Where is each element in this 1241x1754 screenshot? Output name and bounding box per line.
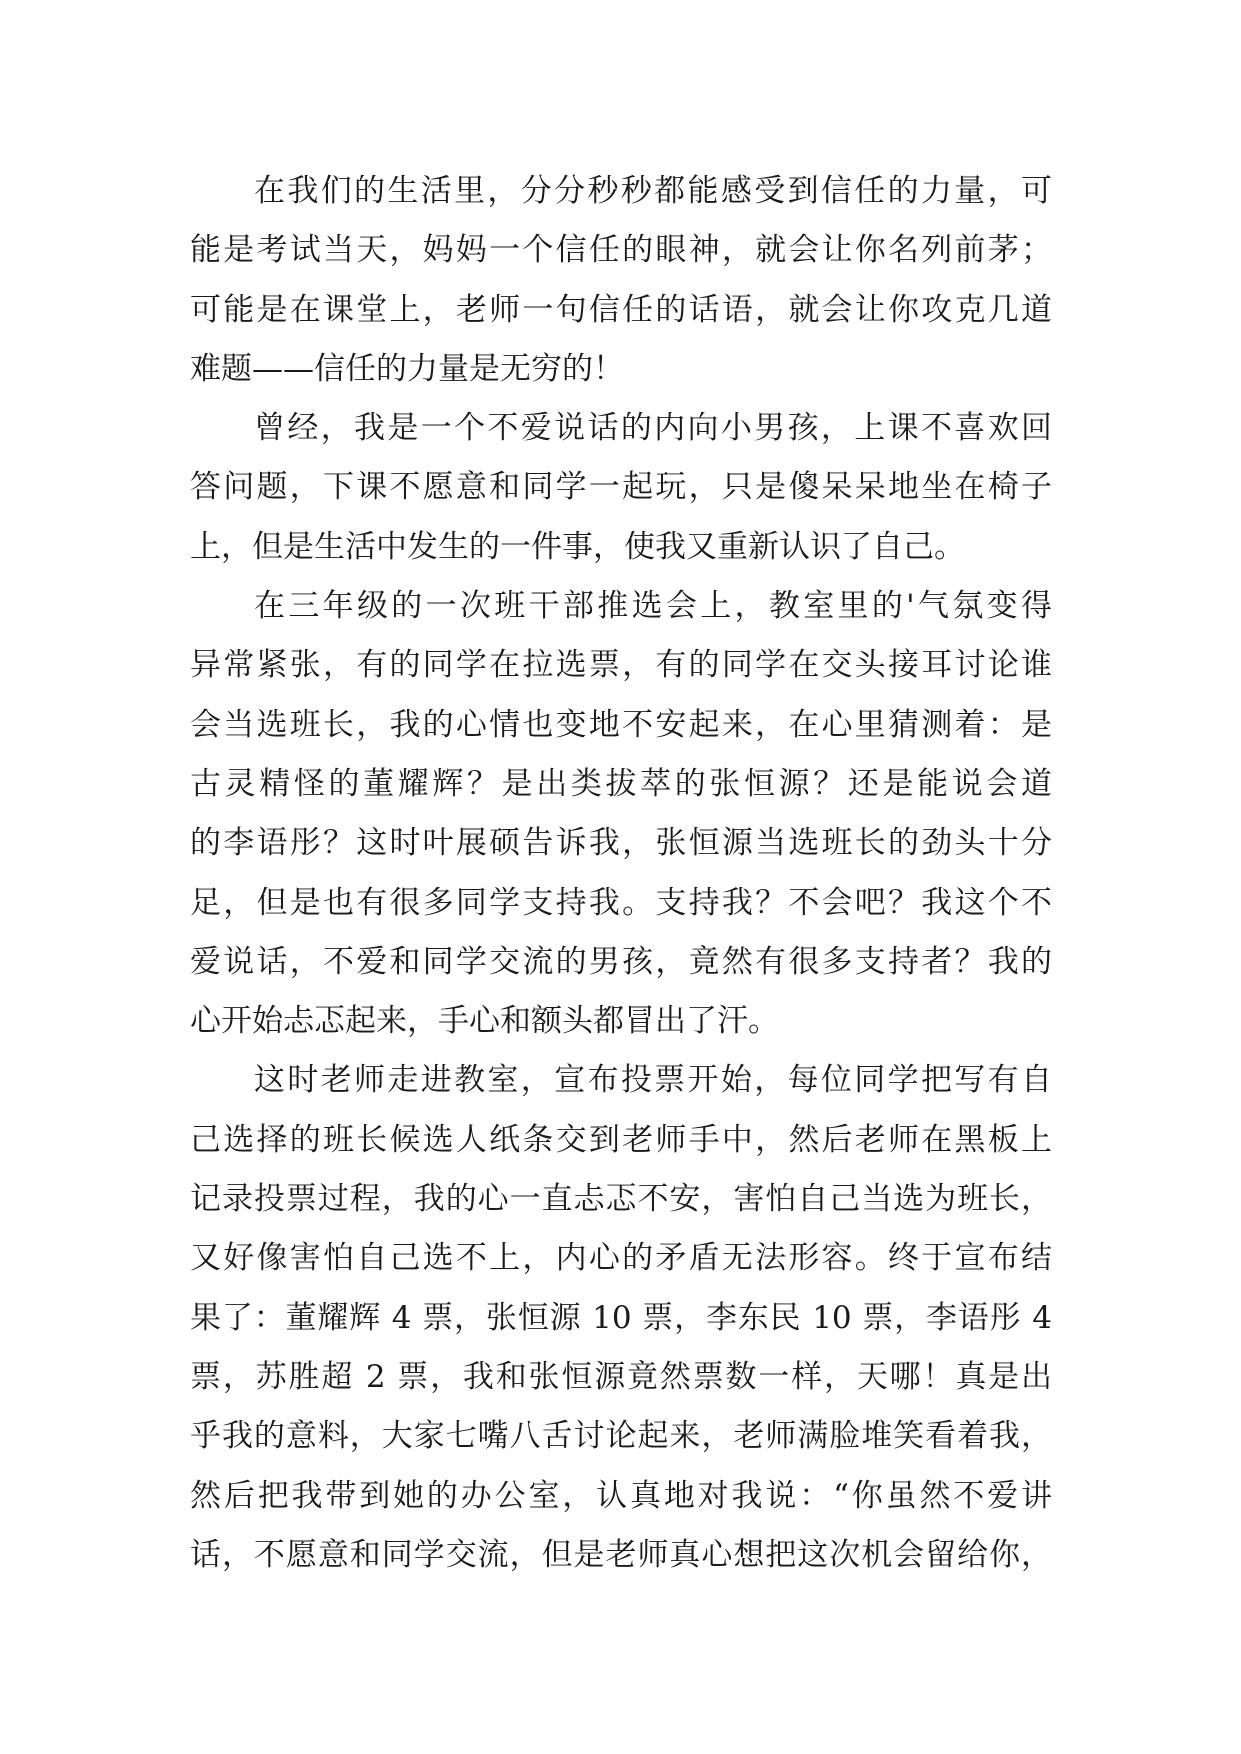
text-line: 在三年级的一次班干部推选会上，教室里的'气氛变得 — [254, 588, 1052, 625]
paragraph-3 — [190, 577, 1052, 1051]
text-line: 又好像害怕自己选不上，内心的矛盾无法形容。终于宣布结 — [190, 1240, 1052, 1277]
text-line: 答问题，下课不愿意和同学一起玩，只是傻呆呆地坐在椅子 — [190, 469, 1052, 506]
text-line: 足，但是也有很多同学支持我。支持我？不会吧？我这个不 — [190, 884, 1052, 921]
text-line: 能是考试当天，妈妈一个信任的眼神，就会让你名列前茅； — [190, 232, 1052, 269]
text-line: 上，但是生活中发生的一件事，使我又重新认识了自己。 — [190, 528, 965, 565]
text-line: 古灵精怪的董耀辉？是出类拔萃的张恒源？还是能说会道 — [190, 765, 1052, 802]
text-line: 然后把我带到她的办公室，认真地对我说：“你虽然不爱讲 — [190, 1477, 1052, 1514]
document-body — [190, 162, 1052, 1585]
paragraph-2 — [190, 399, 1052, 577]
paragraph-1 — [190, 162, 1052, 399]
text-line: 可能是在课堂上，老师一句信任的话语，就会让你攻克几道 — [190, 291, 1052, 328]
paragraph-4 — [190, 1051, 1052, 1585]
text-line: 心开始忐忑起来，手心和额头都冒出了汗。 — [190, 1003, 779, 1040]
text-line: 爱说话，不爱和同学交流的男孩，竟然有很多支持者？我的 — [190, 943, 1052, 980]
text-line: 会当选班长，我的心情也变地不安起来，在心里猜测着：是 — [190, 706, 1052, 743]
text-line: 票，苏胜超 2 票，我和张恒源竟然票数一样，天哪！真是出 — [190, 1358, 1052, 1395]
text-line: 曾经，我是一个不爱说话的内向小男孩，上课不喜欢回 — [254, 410, 1052, 447]
text-line: 在我们的生活里，分分秒秒都能感受到信任的力量，可 — [254, 173, 1052, 209]
text-line: 难题——信任的力量是无穷的！ — [190, 350, 624, 387]
text-line: 乎我的意料，大家七嘴八舌讨论起来，老师满脸堆笑看着我， — [190, 1418, 1052, 1455]
text-line: 记录投票过程，我的心一直忐忑不安，害怕自己当选为班长， — [190, 1181, 1052, 1218]
text-line: 这时老师走进教室，宣布投票开始，每位同学把写有自 — [254, 1062, 1052, 1099]
text-line: 果了：董耀辉 4 票，张恒源 10 票，李东民 10 票，李语彤 4 — [190, 1299, 1052, 1336]
text-line: 的李语彤？这时叶展硕告诉我，张恒源当选班长的劲头十分 — [190, 825, 1052, 862]
text-line: 己选择的班长候选人纸条交到老师手中，然后老师在黑板上 — [190, 1121, 1052, 1158]
text-line: 异常紧张，有的同学在拉选票，有的同学在交头接耳讨论谁 — [190, 647, 1052, 684]
text-line: 话，不愿意和同学交流，但是老师真心想把这次机会留给你， — [190, 1536, 1052, 1573]
